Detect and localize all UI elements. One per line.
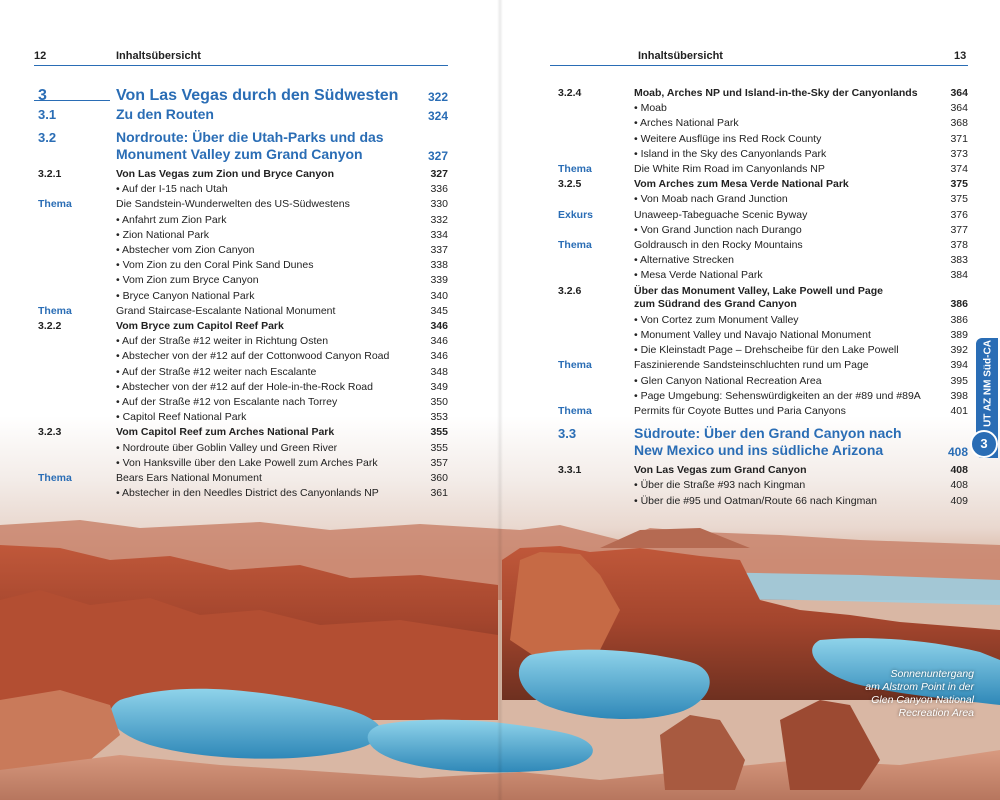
toc-title: • Page Umgebung: Sehenswürdigkeiten an der #89 und #89A — [634, 389, 921, 402]
toc-page: 346 — [430, 320, 448, 332]
toc-title: • Abstecher in den Needles District des Canyonlands NP — [116, 487, 379, 500]
toc-page: 324 — [427, 109, 448, 123]
toc-page: 346 — [430, 350, 448, 363]
toc-page: 383 — [950, 254, 968, 267]
toc-title: Permits für Coyote Buttes und Paria Canyons — [634, 405, 846, 417]
toc-label: 3.2.2 — [38, 320, 62, 332]
toc-page: 368 — [950, 117, 968, 130]
toc-title: • Abstecher von der #12 auf der Hole-in-the-Rock Road — [116, 380, 373, 393]
toc-title: Vom Capitol Reef zum Arches National Park — [116, 426, 335, 439]
running-head: Inhaltsübersicht — [116, 50, 201, 62]
toc-page: 384 — [950, 269, 968, 282]
toc-title: Vom Bryce zum Capitol Reef Park — [116, 320, 284, 332]
toc-page: 386 — [950, 297, 968, 310]
toc-page: 353 — [430, 411, 448, 424]
toc-title: • Arches National Park — [634, 117, 739, 130]
side-tab-label: UT AZ NM Süd-CA — [982, 340, 994, 427]
toc-title: • Von Hanksville über den Lake Powell zum Arches Park — [116, 456, 378, 469]
toc-title: Goldrausch in den Rocky Mountains — [634, 239, 803, 251]
side-tab-number: 3 — [970, 430, 998, 458]
toc-page: 395 — [950, 374, 968, 387]
toc-page: 376 — [950, 208, 968, 221]
toc-title: • Mesa Verde National Park — [634, 269, 763, 282]
toc-label: 3.2.6 — [558, 284, 582, 297]
toc-page: 401 — [950, 405, 968, 417]
toc-label: Thema — [558, 163, 592, 175]
page-number: 13 — [954, 50, 967, 62]
toc-title: • Anfahrt zum Zion Park — [116, 213, 227, 226]
toc-label: 3.3 — [558, 426, 577, 442]
toc-title: • Von Moab nach Grand Junction — [634, 193, 788, 206]
toc-page: 327 — [427, 149, 448, 163]
toc-page: 394 — [950, 359, 968, 372]
toc-page: 339 — [430, 274, 448, 287]
toc-title: • Abstecher von der #12 auf der Cottonwood Canyon Road — [116, 350, 390, 363]
photo-caption: Sonnenuntergang am Alstrom Point in der Glen Canyon National Recreation Area — [865, 668, 974, 719]
running-head: Inhaltsübersicht — [638, 50, 723, 62]
toc-title: • Monument Valley und Navajo National Monument — [634, 329, 871, 341]
toc-page: 355 — [430, 426, 448, 439]
toc-title: • Nordroute über Goblin Valley und Green River — [116, 441, 338, 454]
toc-label: Thema — [558, 359, 592, 372]
toc-page: 409 — [950, 494, 968, 507]
toc-page: 398 — [950, 389, 968, 402]
toc-page: 371 — [950, 132, 968, 145]
toc-title: • Von Grand Junction nach Durango — [634, 223, 802, 236]
toc-title: Die Sandstein-Wunderwelten des US-Südwestens — [116, 198, 350, 211]
toc-page: 345 — [430, 304, 448, 317]
header-rule — [550, 65, 968, 66]
toc-page: 330 — [430, 198, 448, 211]
toc-page: 364 — [950, 87, 968, 99]
toc-label: 3.3.1 — [558, 464, 582, 477]
chapter-number: 3 — [38, 87, 47, 104]
toc-page: 357 — [430, 456, 448, 469]
chapter-underline — [34, 100, 110, 101]
toc-label: Thema — [38, 198, 72, 211]
toc-title-line2: New Mexico und ins südliche Arizona — [634, 442, 884, 459]
toc-title: Unaweep-Tabeguache Scenic Byway — [634, 208, 808, 221]
toc-page: 340 — [430, 289, 448, 302]
left-page — [0, 0, 498, 800]
toc-page: 346 — [430, 335, 448, 348]
toc-label: 3.2 — [38, 130, 57, 145]
toc-label: Thema — [558, 239, 592, 251]
toc-page: 360 — [430, 472, 448, 484]
toc-title: • Weitere Ausflüge ins Red Rock County — [634, 132, 822, 145]
toc-title: • Auf der Straße #12 weiter nach Escalante — [116, 365, 317, 378]
toc-page: 334 — [430, 228, 448, 241]
chapter-title: Von Las Vegas durch den Südwesten — [116, 87, 399, 104]
toc-title: • Zion National Park — [116, 228, 209, 241]
toc-page: 374 — [950, 163, 968, 175]
toc-title: Von Las Vegas zum Grand Canyon — [634, 464, 807, 477]
chapter-page: 322 — [427, 90, 448, 104]
toc-title: • Auf der Straße #12 von Escalante nach Torrey — [116, 396, 338, 408]
toc-page: 327 — [430, 168, 448, 180]
header-rule — [34, 65, 448, 66]
toc-page: 338 — [430, 259, 448, 272]
toc-title: • Die Kleinstadt Page – Drehscheibe für den Lake Powell — [634, 344, 899, 357]
toc-page: 350 — [430, 396, 448, 408]
toc-label: Thema — [38, 304, 72, 317]
toc-title: Faszinierende Sandsteinschluchten rund um Page — [634, 359, 869, 372]
toc-title: • Vom Zion zum Bryce Canyon — [116, 274, 259, 287]
toc-label: Exkurs — [558, 208, 594, 221]
toc-page: 378 — [950, 239, 968, 251]
toc-page: 361 — [430, 487, 448, 500]
toc-title: • Island in the Sky des Canyonlands Park — [634, 147, 827, 160]
toc-page: 386 — [950, 313, 968, 326]
toc-title: • Von Cortez zum Monument Valley — [634, 313, 799, 326]
toc-page: 392 — [950, 344, 968, 357]
toc-label: 3.2.1 — [38, 168, 62, 180]
toc-label: Thema — [38, 472, 72, 484]
toc-page: 408 — [950, 479, 968, 492]
toc-title: • Auf der I-15 nach Utah — [116, 183, 228, 196]
toc-title: • Moab — [634, 102, 667, 115]
toc-title: • Auf der Straße #12 weiter in Richtung Osten — [116, 335, 329, 348]
toc-page: 375 — [950, 193, 968, 206]
toc-title: • Vom Zion zu den Coral Pink Sand Dunes — [116, 259, 314, 272]
toc-title: • Abstecher vom Zion Canyon — [116, 244, 255, 256]
page-number: 12 — [34, 50, 47, 62]
toc-label: 3.2.4 — [558, 87, 582, 99]
toc-page: 408 — [950, 464, 968, 477]
toc-page: 355 — [430, 441, 448, 454]
toc-title: Moab, Arches NP und Island-in-the-Sky der Canyonlands — [634, 87, 918, 99]
toc-title-line2: zum Südrand des Grand Canyon — [634, 297, 797, 310]
toc-title: Bears Ears National Monument — [116, 472, 262, 484]
toc-page: 348 — [430, 365, 448, 378]
toc-page: 373 — [950, 147, 968, 160]
toc-page: 337 — [430, 244, 448, 256]
toc-page: 389 — [950, 329, 968, 341]
chapter-side-tab[interactable] — [976, 338, 998, 458]
toc-title-line2: Monument Valley zum Grand Canyon — [116, 146, 363, 162]
toc-title: Nordroute: Über die Utah-Parks und das — [116, 129, 384, 145]
toc-title: • Über die Straße #93 nach Kingman — [634, 479, 806, 492]
toc-title: • Über die #95 und Oatman/Route 66 nach Kingman — [634, 494, 877, 507]
toc-label: 3.1 — [38, 107, 57, 122]
toc-title: • Alternative Strecken — [634, 254, 734, 267]
toc-title: Südroute: Über den Grand Canyon nach — [634, 425, 902, 442]
toc-page: 375 — [950, 178, 968, 191]
toc-page: 364 — [950, 102, 968, 115]
toc-title: Von Las Vegas zum Zion und Bryce Canyon — [116, 168, 335, 180]
toc-page: 349 — [430, 380, 448, 393]
toc-page: 408 — [947, 445, 968, 460]
toc-title: • Bryce Canyon National Park — [116, 289, 255, 302]
toc-label: Thema — [558, 405, 592, 417]
toc-label: 3.2.3 — [38, 426, 62, 439]
toc-title: Zu den Routen — [116, 106, 214, 122]
toc-title: Die White Rim Road im Canyonlands NP — [634, 163, 825, 175]
toc-page: 332 — [430, 213, 448, 226]
toc-title: • Glen Canyon National Recreation Area — [634, 374, 822, 387]
toc-page: 336 — [430, 183, 448, 196]
toc-title: • Capitol Reef National Park — [116, 411, 247, 424]
toc-title: Über das Monument Valley, Lake Powell und Page — [634, 284, 883, 297]
toc-title: Vom Arches zum Mesa Verde National Park — [634, 178, 849, 191]
toc-page: 377 — [950, 223, 968, 236]
toc-label: 3.2.5 — [558, 178, 582, 191]
toc-title: Grand Staircase-Escalante National Monument — [116, 304, 336, 317]
